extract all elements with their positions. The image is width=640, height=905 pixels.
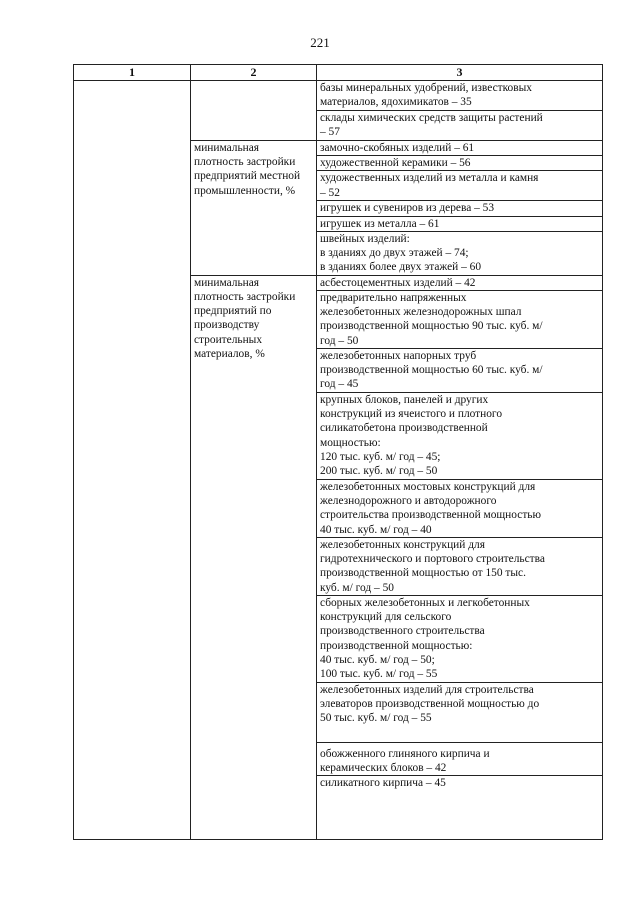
column-2-empty-cell bbox=[191, 81, 317, 141]
norm-item: художественных изделий из металла и камня – 52 bbox=[317, 171, 603, 201]
norm-item: игрушек и сувениров из дерева – 53 bbox=[317, 201, 603, 216]
norm-item: базы минеральных удобрений, известковых материалов, ядохимикатов – 35 bbox=[317, 81, 603, 111]
column-header-2: 2 bbox=[191, 65, 317, 81]
norm-item: силикатного кирпича – 45 bbox=[317, 776, 603, 840]
norm-item: железобетонных напорных труб производственной мощностью 60 тыс. куб. м/ год – 45 bbox=[317, 349, 603, 393]
norm-item: асбестоцементных изделий – 42 bbox=[317, 275, 603, 290]
norm-item: склады химических средств защиты растений – 57 bbox=[317, 111, 603, 141]
column-header-3: 3 bbox=[317, 65, 603, 81]
page-number: 221 bbox=[310, 35, 330, 50]
norm-item: крупных блоков, панелей и других конструкций из ячеистого и плотного силикатобетона производственной мощностью: 120 тыс. куб. м/ год – 45; 200 тыс. куб. м/ год – 50 bbox=[317, 393, 603, 480]
group-label-building-materials: минимальная плотность застройки предприятий по производству строительных материалов, % bbox=[191, 275, 317, 839]
norm-item: предварительно напряженных железобетонных железнодорожных шпал производственной мощностью 90 тыс. куб. м/ год – 50 bbox=[317, 291, 603, 349]
norm-item: железобетонных конструкций для гидротехнического и портового строительства производственной мощностью от 150 тыс. куб. м/ год – 50 bbox=[317, 538, 603, 596]
group-label-local-industry: минимальная плотность застройки предприятий местной промышленности, % bbox=[191, 141, 317, 276]
header-row bbox=[74, 65, 603, 81]
column-1-empty-cell bbox=[74, 81, 191, 840]
table-row bbox=[74, 81, 603, 111]
norm-item: обожженного глиняного кирпича и керамических блоков – 42 bbox=[317, 743, 603, 776]
column-header-1: 1 bbox=[74, 65, 191, 81]
norm-item: замочно-скобяных изделий – 61 bbox=[317, 141, 603, 156]
norm-item: игрушек из металла – 61 bbox=[317, 216, 603, 231]
norms-table bbox=[73, 64, 603, 840]
norm-item: художественной керамики – 56 bbox=[317, 156, 603, 171]
norm-item: железобетонных мостовых конструкций для железнодорожного и автодорожного строительства производственной мощностью 40 тыс. куб. м/ год – 40 bbox=[317, 480, 603, 538]
norm-item: сборных железобетонных и легкобетонных конструкций для сельского производственного строительства производственной мощностью: 40 тыс. куб. м/ год – 50; 100 тыс. куб. м/ год – 55 bbox=[317, 596, 603, 683]
norm-item: железобетонных изделий для строительства элеваторов производственной мощностью до 50 тыс. куб. м/ год – 55 bbox=[317, 683, 603, 743]
norm-item: швейных изделий: в зданиях до двух этажей – 74; в зданиях более двух этажей – 60 bbox=[317, 231, 603, 275]
